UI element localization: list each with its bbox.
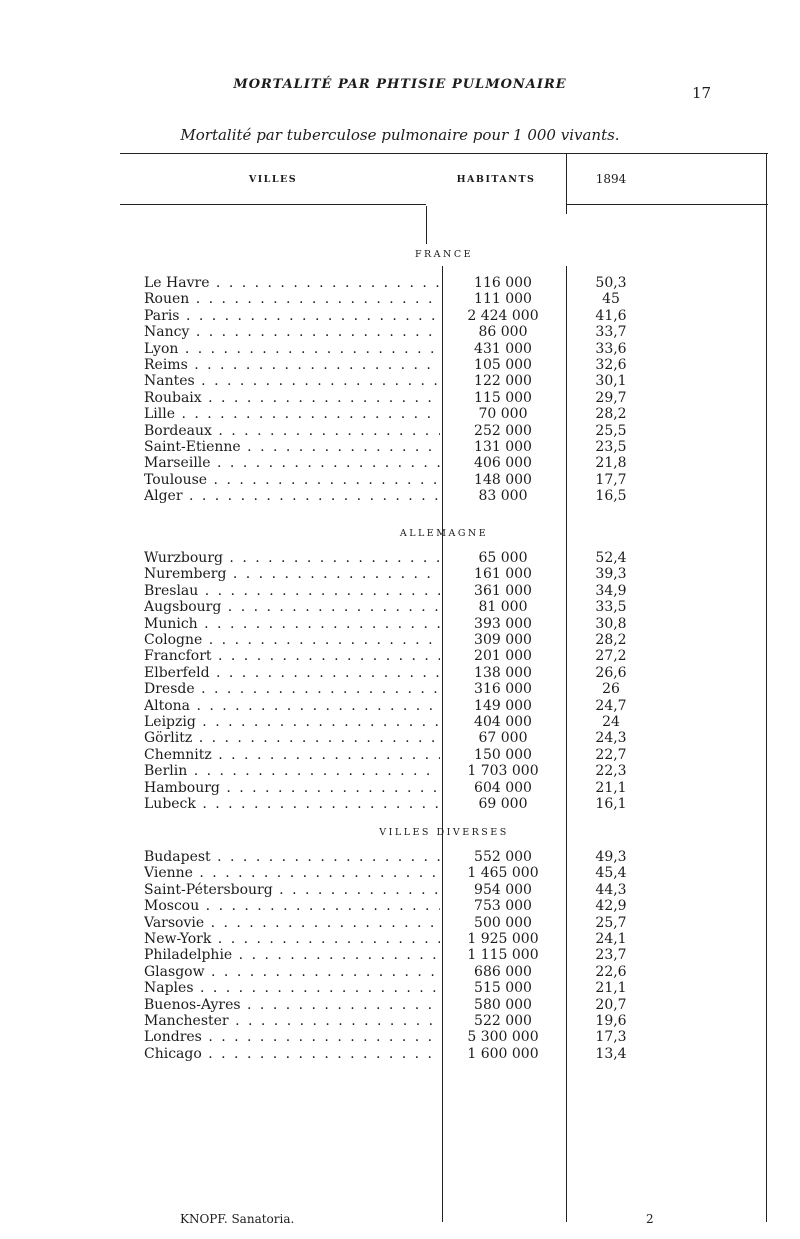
city-name: Naples . . . bbox=[144, 980, 440, 997]
city-name: Marseille . . . bbox=[144, 455, 440, 472]
mortality-rate-value: 42,9 bbox=[595, 898, 627, 915]
column-header-villes: VILLES bbox=[248, 174, 298, 185]
mortality-rate-value: 52,4 bbox=[595, 550, 627, 566]
city-name: Reims . . . bbox=[144, 357, 440, 374]
table-row bbox=[120, 488, 768, 505]
mortality-rate-value: 16,1 bbox=[595, 796, 627, 812]
city-name: Nancy . . . bbox=[144, 324, 440, 341]
population-value: 150 000 bbox=[474, 746, 532, 763]
table-row bbox=[120, 583, 768, 600]
city-name: Lyon . . . bbox=[144, 341, 440, 358]
city-name: Rouen . . . bbox=[144, 291, 440, 308]
table-row bbox=[120, 947, 768, 964]
population-value: 131 000 bbox=[474, 439, 532, 455]
city-name: Altona . . . bbox=[144, 698, 440, 715]
mortality-rate-value: 32,6 bbox=[595, 357, 627, 373]
population-value: 86 000 bbox=[478, 324, 528, 341]
city-name: Nantes . . . bbox=[144, 373, 440, 390]
column-divider-top-1 bbox=[426, 206, 427, 244]
population-value: 69 000 bbox=[478, 796, 528, 812]
mortality-rate-value: 13,4 bbox=[595, 1045, 627, 1062]
city-name: Saint-Pétersbourg . . . bbox=[144, 882, 440, 899]
population-value: 404 000 bbox=[474, 714, 532, 730]
table-row bbox=[120, 566, 768, 583]
table-row bbox=[120, 780, 768, 797]
table-row bbox=[120, 324, 768, 341]
column-header-habitants: HABITANTS bbox=[456, 174, 536, 185]
table-row bbox=[120, 1013, 768, 1030]
city-name: Lille . . . bbox=[144, 406, 440, 423]
table-row bbox=[120, 472, 768, 489]
table-row bbox=[120, 406, 768, 423]
population-value: 81 000 bbox=[478, 599, 528, 616]
city-name: Nuremberg . . . bbox=[144, 566, 440, 583]
mortality-rate-value: 34,9 bbox=[595, 582, 627, 599]
population-value: 70 000 bbox=[478, 406, 528, 423]
table-row bbox=[120, 882, 768, 899]
table-row bbox=[120, 898, 768, 915]
population-value: 500 000 bbox=[474, 914, 532, 931]
city-name: Chicago . . . bbox=[144, 1046, 440, 1063]
table-row bbox=[120, 1046, 768, 1063]
mortality-table bbox=[120, 153, 768, 1222]
population-value: 115 000 bbox=[474, 389, 532, 406]
population-value: 431 000 bbox=[474, 340, 532, 357]
population-value: 83 000 bbox=[478, 488, 528, 505]
table-row bbox=[120, 632, 768, 649]
city-name: Elberfeld . . . bbox=[144, 665, 440, 682]
mortality-rate-value: 33,6 bbox=[595, 340, 627, 357]
mortality-rate-value: 50,3 bbox=[595, 275, 627, 291]
mortality-rate-value: 25,7 bbox=[595, 914, 627, 931]
page-number: 17 bbox=[692, 84, 712, 102]
population-value: 1 115 000 bbox=[467, 947, 539, 964]
city-name: Lubeck . . . bbox=[144, 796, 440, 813]
mortality-rate-value: 28,2 bbox=[595, 632, 627, 648]
city-name: Leipzig . . . bbox=[144, 714, 440, 731]
table-row bbox=[120, 390, 768, 407]
population-value: 161 000 bbox=[474, 566, 532, 583]
table-row bbox=[120, 373, 768, 390]
mortality-rate-value: 23,7 bbox=[595, 947, 627, 964]
mortality-rate-value: 28,2 bbox=[595, 406, 627, 423]
table-row bbox=[120, 616, 768, 633]
city-name: Wurzbourg . . . bbox=[144, 550, 440, 567]
table-row bbox=[120, 915, 768, 932]
population-value: 316 000 bbox=[474, 681, 532, 698]
city-name: Philadelphie . . . bbox=[144, 947, 440, 964]
mortality-rate-value: 33,5 bbox=[595, 599, 627, 616]
population-value: 309 000 bbox=[474, 632, 532, 648]
mortality-rate-value: 21,1 bbox=[595, 779, 627, 796]
table-row bbox=[120, 341, 768, 358]
table-row bbox=[120, 275, 768, 292]
table-row bbox=[120, 698, 768, 715]
city-name: Glasgow . . . bbox=[144, 964, 440, 981]
population-value: 361 000 bbox=[474, 582, 532, 599]
mortality-rate-value: 16,5 bbox=[595, 488, 627, 505]
mortality-rate-value: 26 bbox=[602, 681, 620, 698]
footer-right: 2 bbox=[646, 1212, 654, 1226]
mortality-rate-value: 25,5 bbox=[595, 422, 627, 439]
population-value: 1 600 000 bbox=[467, 1045, 539, 1062]
population-value: 1 465 000 bbox=[467, 865, 539, 882]
mortality-rate-value: 22,6 bbox=[595, 963, 627, 980]
footer-left: KNOPF. Sanatoria. bbox=[180, 1212, 295, 1226]
table-row bbox=[120, 439, 768, 456]
mortality-rate-value: 30,1 bbox=[595, 373, 627, 390]
city-name: Vienne . . . bbox=[144, 865, 440, 882]
population-value: 753 000 bbox=[474, 898, 532, 915]
table-row bbox=[120, 357, 768, 374]
mortality-rate-value: 17,7 bbox=[595, 471, 627, 488]
mortality-rate-value: 20,7 bbox=[595, 996, 627, 1013]
header-rule-year bbox=[566, 204, 768, 205]
mortality-rate-value: 27,2 bbox=[595, 648, 627, 665]
table-row bbox=[120, 550, 768, 567]
mortality-rate-value: 23,5 bbox=[595, 439, 627, 455]
table-row bbox=[120, 714, 768, 731]
city-name: Hambourg . . . bbox=[144, 780, 440, 797]
table-row bbox=[120, 681, 768, 698]
mortality-rate-value: 19,6 bbox=[595, 1013, 627, 1029]
column-divider-top-2 bbox=[566, 154, 567, 214]
population-value: 122 000 bbox=[474, 373, 532, 390]
mortality-rate-value: 21,1 bbox=[595, 980, 627, 997]
table-row bbox=[120, 730, 768, 747]
table-row bbox=[120, 455, 768, 472]
city-name: Munich . . . bbox=[144, 616, 440, 633]
city-name: Moscou . . . bbox=[144, 898, 440, 915]
population-value: 252 000 bbox=[474, 422, 532, 439]
city-name: Varsovie . . . bbox=[144, 915, 440, 932]
population-value: 686 000 bbox=[474, 963, 532, 980]
section-heading: FRANCE bbox=[414, 249, 474, 260]
table-row bbox=[120, 648, 768, 665]
city-name: Roubaix . . . bbox=[144, 390, 440, 407]
table-row bbox=[120, 980, 768, 997]
mortality-rate-value: 41,6 bbox=[595, 307, 627, 324]
population-value: 5 300 000 bbox=[467, 1029, 539, 1046]
mortality-rate-value: 39,3 bbox=[595, 566, 627, 583]
table-row bbox=[120, 849, 768, 866]
table-row bbox=[120, 747, 768, 764]
section-heading: VILLES DIVERSES bbox=[379, 827, 509, 838]
mortality-rate-value: 24,7 bbox=[595, 697, 627, 714]
mortality-rate-value: 21,8 bbox=[595, 455, 627, 472]
population-value: 604 000 bbox=[474, 779, 532, 796]
mortality-rate-value: 24,3 bbox=[595, 730, 627, 747]
table-row bbox=[120, 291, 768, 308]
city-name: Alger . . . bbox=[144, 488, 440, 505]
city-name: Le Havre . . . bbox=[144, 275, 440, 292]
population-value: 149 000 bbox=[474, 697, 532, 714]
table-row bbox=[120, 308, 768, 325]
city-name: Londres . . . bbox=[144, 1029, 440, 1046]
table-row bbox=[120, 931, 768, 948]
mortality-rate-value: 22,7 bbox=[595, 746, 627, 763]
city-name: Bordeaux . . . bbox=[144, 423, 440, 440]
table-row bbox=[120, 865, 768, 882]
mortality-rate-value: 45 bbox=[602, 291, 620, 308]
mortality-rate-value: 24 bbox=[602, 714, 620, 730]
table-row bbox=[120, 796, 768, 813]
city-name: Saint-Etienne . . . bbox=[144, 439, 440, 456]
mortality-rate-value: 44,3 bbox=[595, 881, 627, 898]
table-row bbox=[120, 599, 768, 616]
table-row bbox=[120, 423, 768, 440]
city-name: Buenos-Ayres . . . bbox=[144, 997, 440, 1014]
header-rule-villes bbox=[120, 204, 426, 205]
table-row bbox=[120, 964, 768, 981]
city-name: Breslau . . . bbox=[144, 583, 440, 600]
population-value: 552 000 bbox=[474, 849, 532, 865]
population-value: 515 000 bbox=[474, 980, 532, 997]
city-name: Paris . . . bbox=[144, 308, 440, 325]
mortality-rate-value: 24,1 bbox=[595, 931, 627, 947]
population-value: 67 000 bbox=[478, 730, 528, 747]
population-value: 1 703 000 bbox=[467, 763, 539, 780]
table-caption: Mortalité par tuberculose pulmonaire pour 1 000 vivants. bbox=[180, 126, 620, 144]
population-value: 138 000 bbox=[474, 664, 532, 681]
table-row bbox=[120, 1029, 768, 1046]
mortality-rate-value: 49,3 bbox=[595, 849, 627, 865]
population-value: 580 000 bbox=[474, 996, 532, 1013]
city-name: Cologne . . . bbox=[144, 632, 440, 649]
city-name: New-York . . . bbox=[144, 931, 440, 948]
population-value: 1 925 000 bbox=[467, 931, 539, 947]
section-heading: ALLEMAGNE bbox=[399, 528, 489, 539]
population-value: 522 000 bbox=[474, 1013, 532, 1029]
population-value: 148 000 bbox=[474, 471, 532, 488]
mortality-rate-value: 33,7 bbox=[595, 324, 627, 341]
city-name: Francfort . . . bbox=[144, 648, 440, 665]
city-name: Chemnitz . . . bbox=[144, 747, 440, 764]
city-name: Dresde . . . bbox=[144, 681, 440, 698]
mortality-rate-value: 17,3 bbox=[595, 1029, 627, 1046]
mortality-rate-value: 30,8 bbox=[595, 615, 627, 632]
table-row bbox=[120, 665, 768, 682]
population-value: 406 000 bbox=[474, 455, 532, 472]
population-value: 111 000 bbox=[474, 291, 532, 308]
table-row bbox=[120, 997, 768, 1014]
city-name: Toulouse . . . bbox=[144, 472, 440, 489]
mortality-rate-value: 45,4 bbox=[595, 865, 627, 882]
mortality-rate-value: 29,7 bbox=[595, 389, 627, 406]
city-name: Budapest . . . bbox=[144, 849, 440, 866]
city-name: Görlitz . . . bbox=[144, 730, 440, 747]
city-name: Augsbourg . . . bbox=[144, 599, 440, 616]
population-value: 954 000 bbox=[474, 881, 532, 898]
population-value: 2 424 000 bbox=[467, 307, 539, 324]
mortality-rate-value: 22,3 bbox=[595, 763, 627, 780]
running-title: MORTALITÉ PAR PHTISIE PULMONAIRE bbox=[233, 77, 567, 92]
population-value: 65 000 bbox=[478, 550, 528, 566]
table-row bbox=[120, 763, 768, 780]
population-value: 105 000 bbox=[474, 357, 532, 373]
city-name: Manchester . . . bbox=[144, 1013, 440, 1030]
column-header-year: 1894 bbox=[595, 172, 627, 186]
population-value: 201 000 bbox=[474, 648, 532, 665]
population-value: 393 000 bbox=[474, 615, 532, 632]
mortality-rate-value: 26,6 bbox=[595, 664, 627, 681]
city-name: Berlin . . . bbox=[144, 763, 440, 780]
population-value: 116 000 bbox=[474, 275, 532, 291]
